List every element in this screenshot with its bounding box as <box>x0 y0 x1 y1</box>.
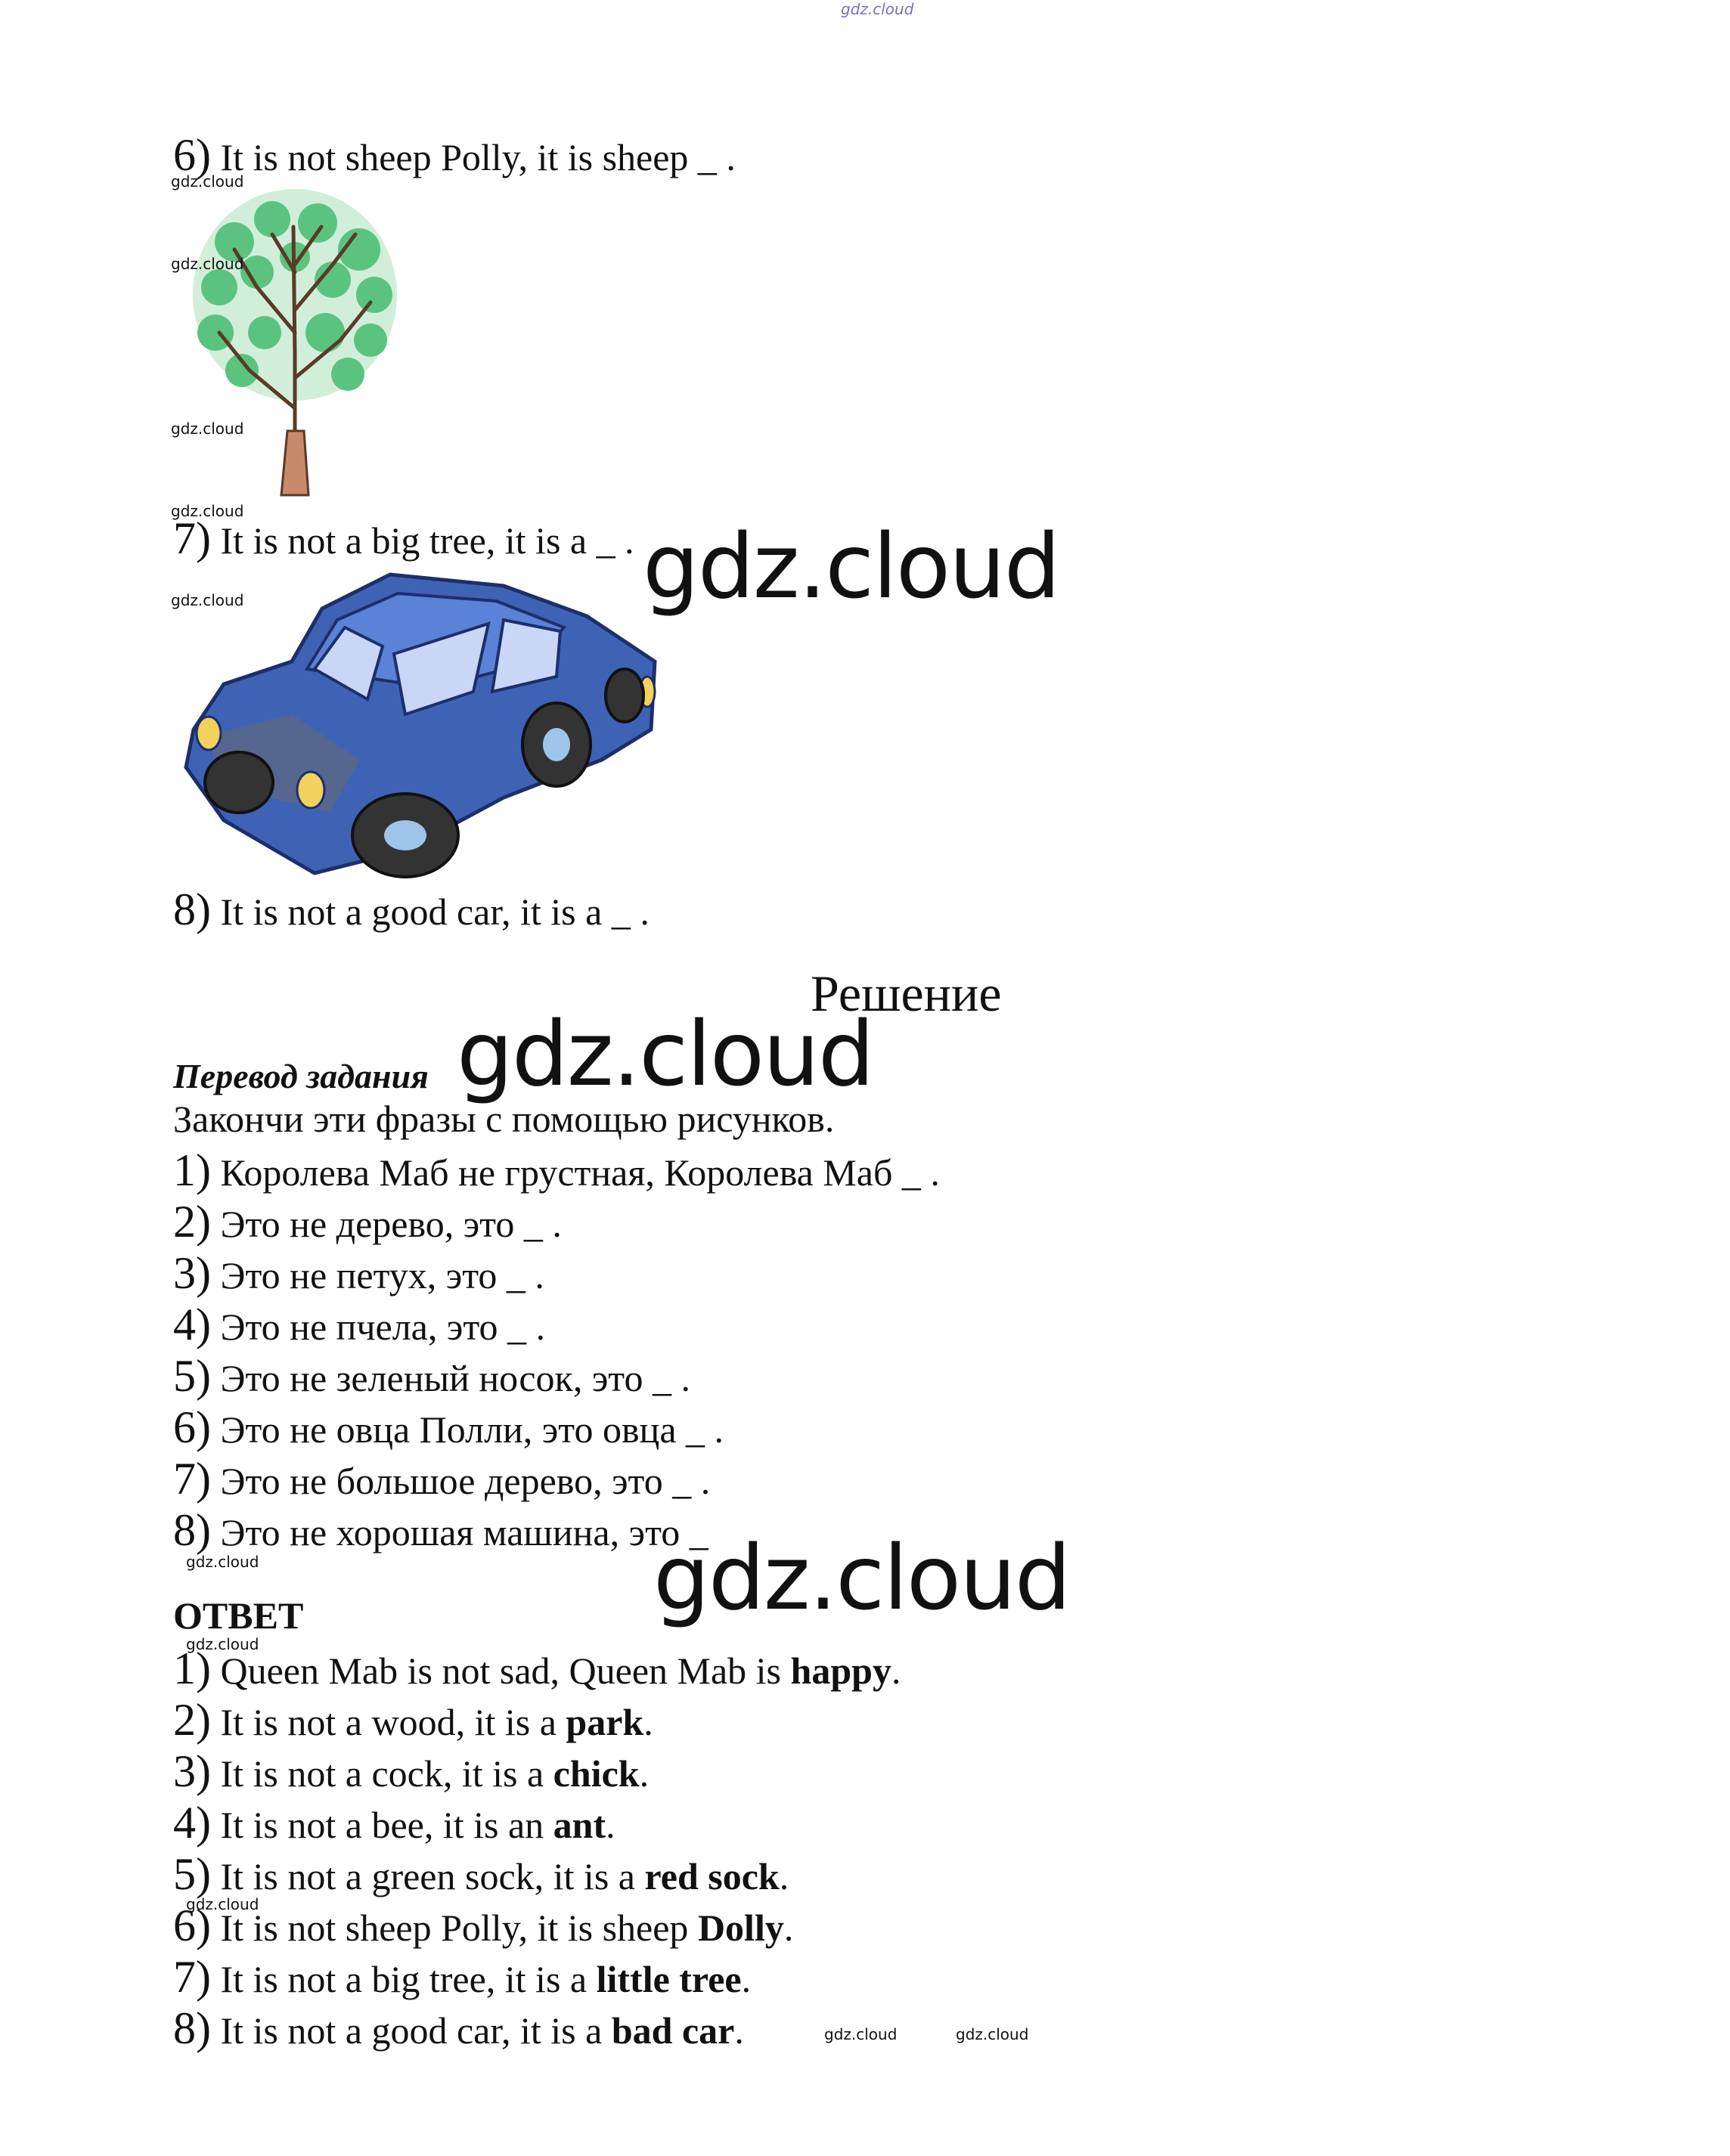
answer-word: Dolly <box>697 1907 784 1949</box>
translation-line-text: Это не большое дерево, это _ . <box>210 1460 711 1502</box>
task-line-7-text: It is not a big tree, it is a _ . <box>210 519 634 562</box>
translation-line-text: Это не овца Полли, это овца _ . <box>210 1408 724 1451</box>
translation-line-text: Это не зеленый носок, это _ . <box>210 1357 690 1399</box>
translation-line-1 <box>173 1145 940 1195</box>
answer-line-end: . <box>643 1701 653 1743</box>
small-watermark: gdz.cloud <box>956 2025 1029 2043</box>
answer-line-3 <box>173 1746 650 1796</box>
small-watermark: gdz.cloud <box>186 1895 259 1913</box>
answer-line-text: It is not a wood, it is a <box>210 1701 566 1743</box>
answer-line-end: . <box>779 1855 789 1897</box>
translation-line-number: 6) <box>173 1402 211 1452</box>
translation-line-8 <box>173 1507 708 1553</box>
answer-line-5 <box>173 1851 789 1897</box>
translation-line-2 <box>173 1197 562 1247</box>
task-line-8-text: It is not a good car, it is a _ . <box>210 891 650 933</box>
answer-word: ant <box>553 1804 606 1846</box>
answer-line-text: Queen Mab is not sad, Queen Mab is <box>210 1650 791 1692</box>
big-watermark: gdz.cloud <box>653 1526 1070 1630</box>
translation-line-3 <box>173 1250 544 1296</box>
answer-line-2 <box>173 1695 653 1745</box>
translation-line-number: 3) <box>173 1248 211 1298</box>
answer-word: park <box>566 1701 644 1743</box>
translation-line-number: 8) <box>173 1505 211 1555</box>
task-line-6-number: 6) <box>173 130 211 180</box>
translation-line-number: 4) <box>173 1299 211 1349</box>
small-watermark: gdz.cloud <box>186 1635 259 1653</box>
answer-line-number: 4) <box>173 1798 211 1848</box>
tree-illustration <box>181 181 408 499</box>
answer-line-end: . <box>891 1650 901 1692</box>
answer-word: chick <box>553 1752 640 1795</box>
answer-line-8 <box>173 2003 744 2053</box>
small-watermark: gdz.cloud <box>824 2025 898 2043</box>
answer-line-7 <box>173 1954 751 2000</box>
answer-line-number: 3) <box>173 1746 211 1796</box>
small-watermark: gdz.cloud <box>171 420 244 438</box>
translation-line-number: 1) <box>173 1145 211 1195</box>
translation-line-number: 5) <box>173 1351 211 1401</box>
answer-line-6 <box>173 1900 794 1950</box>
translation-line-6 <box>173 1402 724 1452</box>
instruction-text: Закончи эти фразы с помощью рисунков. <box>173 1098 835 1140</box>
small-watermark: gdz.cloud <box>186 1553 259 1571</box>
answer-word: red sock <box>644 1855 780 1897</box>
answer-line-text: It is not sheep Polly, it is sheep <box>210 1907 698 1949</box>
answer-line-4 <box>173 1798 615 1848</box>
translation-heading: Перевод задания <box>173 1057 429 1095</box>
answer-line-text: It is not a bee, it is an <box>210 1804 553 1846</box>
answer-line-number: 7) <box>173 1952 211 2002</box>
solution-heading: Решение <box>811 965 1002 1022</box>
answer-word: happy <box>790 1650 891 1692</box>
small-watermark: gdz.cloud <box>171 502 244 520</box>
translation-line-7 <box>173 1454 711 1504</box>
task-line-7-number: 7) <box>173 513 211 563</box>
task-line-8 <box>173 884 650 934</box>
answer-line-number: 5) <box>173 1849 211 1899</box>
answer-line-end: . <box>741 1958 752 2000</box>
answer-line-text: It is not a green sock, it is a <box>210 1855 645 1897</box>
answer-word: little tree <box>596 1958 742 2000</box>
translation-line-text: Королева Маб не грустная, Королева Маб _ . <box>210 1151 940 1194</box>
big-watermark: gdz.cloud <box>457 1002 873 1106</box>
task-line-6-text: It is not sheep Polly, it is sheep _ . <box>210 136 736 178</box>
answer-line-end: . <box>606 1804 615 1846</box>
translation-line-5 <box>173 1353 690 1399</box>
answer-line-number: 8) <box>173 2003 211 2053</box>
translation-line-text: Это не петух, это _ . <box>210 1254 544 1296</box>
task-line-8-number: 8) <box>173 884 211 934</box>
translation-line-number: 2) <box>173 1197 211 1247</box>
answer-line-number: 2) <box>173 1695 211 1745</box>
task-line-6 <box>173 132 736 178</box>
small-watermark: gdz.cloud <box>171 591 244 609</box>
blue-car-illustration <box>178 563 666 881</box>
translation-line-text: Это не дерево, это _ . <box>210 1203 562 1245</box>
translation-line-text: Это не пчела, это _ . <box>210 1306 546 1348</box>
answer-word: bad car <box>611 2009 735 2052</box>
translation-line-4 <box>173 1299 546 1349</box>
task-line-7 <box>173 513 634 563</box>
answer-heading: ОТВЕТ <box>173 1594 304 1637</box>
translation-line-number: 7) <box>173 1454 211 1504</box>
top-watermark: gdz.cloud <box>841 0 914 18</box>
answer-line-end: . <box>783 1907 794 1949</box>
small-watermark: gdz.cloud <box>171 255 244 273</box>
answer-line-end: . <box>734 2009 744 2052</box>
answer-line-text: It is not a big tree, it is a <box>210 1958 597 2000</box>
answer-line-number: 1) <box>173 1643 211 1693</box>
answer-line-text: It is not a good car, it is a <box>210 2009 612 2052</box>
answer-line-end: . <box>639 1752 650 1795</box>
big-watermark: gdz.cloud <box>643 514 1059 618</box>
answer-line-text: It is not a cock, it is a <box>210 1752 553 1795</box>
translation-line-text: Это не хорошая машина, это _ <box>210 1511 708 1553</box>
small-watermark: gdz.cloud <box>171 172 244 191</box>
answer-line-number: 6) <box>173 1900 211 1950</box>
